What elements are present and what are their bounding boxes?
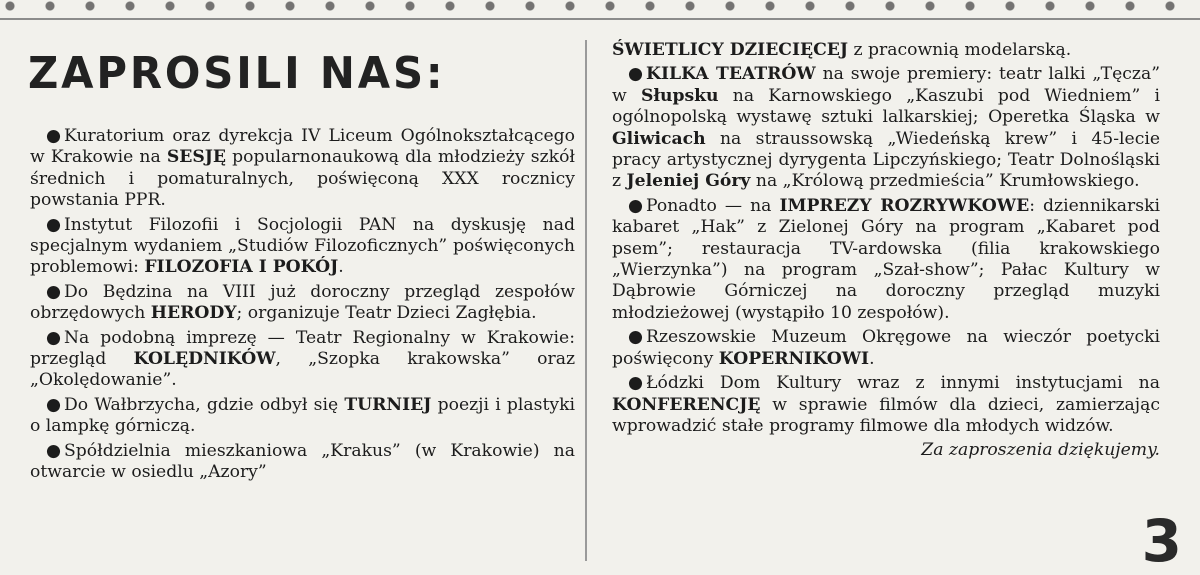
- item-text: Kuratorium oraz dyrekcja IV Liceum Ogólnokształcącego w Krakowie na: [30, 126, 575, 168]
- item-text: : dziennikarski kabaret „Hak” z Zielonej Góry na program „Kabaret pod psem”; restauracja TV-ardowska (filia krakowskiego „Wierzynka”) na program „Szał-show”; Pałac Kultury w Dąbrowie Górniczej na doroczny przegląd muzyki młodzieżowej (wystąpiło 10 zespołów).: [612, 195, 1160, 323]
- item-text: na swoje premiery: teatr lalki „Tęcza” w: [612, 64, 1160, 106]
- bullet-icon: ●: [628, 195, 643, 216]
- column-divider: [585, 40, 587, 561]
- list-item: [30, 215, 575, 279]
- bullet-icon: ●: [46, 214, 61, 235]
- list-item: [612, 373, 1160, 437]
- item-highlight: KILKA TEATRÓW: [646, 64, 816, 85]
- bullet-icon: ●: [46, 281, 61, 302]
- item-highlight: KOPERNIKOWI: [718, 348, 870, 369]
- page-number: 3: [1141, 507, 1182, 575]
- item-highlight: Słupsku: [640, 85, 719, 106]
- list-item: [612, 64, 1160, 192]
- item-highlight: TURNIEJ: [344, 394, 432, 415]
- bullet-icon: ●: [628, 327, 643, 348]
- item-text: na straussowską „Wiedeńską krew” i 45-lecie pracy artystycznej dyrygenta Lipczyńskiego; Teatr Dolnośląski z: [612, 128, 1160, 192]
- item-text: Ponadto — na: [646, 195, 780, 216]
- item-text: , „Szopka krakowska” oraz „Okolędowanie”.: [30, 349, 575, 391]
- item-highlight: Gliwicach: [612, 128, 706, 149]
- item-text: na „Królową przedmieścia” Krumłowskiego.: [750, 171, 1140, 192]
- item-text: popularnonaukową dla młodzieży szkół średnich i pomaturalnych, poświęconą XXX rocznicy powstania PPR.: [30, 147, 575, 211]
- item-text: Rzeszowskie Muzeum Okręgowe na wieczór poetycki poświęcony: [612, 327, 1160, 369]
- list-item: [30, 282, 575, 325]
- item-highlight: SESJĘ: [166, 147, 226, 168]
- item-text: poezji i plastyki o lampkę górniczą.: [30, 394, 575, 437]
- item-text: Do Będzina na VIII już doroczny przegląd zespołów obrzędowych: [30, 281, 575, 324]
- bullet-icon: ●: [46, 126, 61, 146]
- decorative-border: [0, 0, 1200, 20]
- item-text: Do Wałbrzycha, gdzie odbył się: [64, 394, 345, 415]
- item-highlight: Jeleniej Góry: [626, 171, 751, 192]
- right-column: [612, 40, 1160, 479]
- item-highlight: KOLĘDNIKÓW: [133, 349, 276, 370]
- bullet-icon: ●: [46, 394, 61, 415]
- left-column: [30, 126, 575, 487]
- list-item: [30, 395, 575, 438]
- bullet-icon: ●: [628, 373, 643, 394]
- item-text: ; organizuje Teatr Dzieci Zagłębia.: [236, 303, 537, 324]
- item-text: .: [338, 257, 344, 278]
- closing-line: Za zaproszenia dziękujemy.: [921, 440, 1160, 461]
- list-item: [612, 196, 1160, 324]
- list-item: [30, 441, 575, 484]
- item-text: Łódzki Dom Kultury wraz z innymi instytucjami na: [646, 373, 1160, 394]
- item-highlight: FILOZOFIA I POKÓJ: [144, 257, 339, 278]
- list-item-continuation: [612, 40, 1160, 61]
- item-text: Spółdzielnia mieszkaniowa „Krakus” (w Krakowie) na otwarcie w osiedlu „Azory”: [30, 440, 575, 483]
- item-text: Na podobną imprezę — Teatr Regionalny w Krakowie: przegląd: [30, 327, 575, 370]
- item-text: z pracownią modelarską.: [848, 40, 1072, 60]
- item-text: na Karnowskiego „Kaszubi pod Wiedniem” i ogólnopolską wystawę sztuki lalkarskiej; Operetka Śląska w: [612, 85, 1160, 128]
- item-highlight: IMPREZY ROZRYWKOWE: [779, 195, 1030, 216]
- list-item: [612, 327, 1160, 370]
- bullet-icon: ●: [628, 64, 643, 85]
- bullet-icon: ●: [46, 440, 61, 461]
- item-highlight: HERODY: [150, 303, 237, 324]
- list-item: [30, 328, 575, 392]
- bullet-icon: ●: [46, 327, 61, 348]
- list-item: [30, 126, 575, 212]
- item-text: Instytut Filozofii i Socjologii PAN na dyskusję nad specjalnym wydaniem „Studiów Filozoficznych” poświęconych problemowi:: [30, 214, 575, 278]
- item-highlight: KONFERENCJĘ: [612, 394, 761, 415]
- item-text: .: [869, 348, 875, 369]
- item-text: w sprawie filmów dla dzieci, zamierzając wprowadzić stałe programy filmowe dla młodych widzów.: [612, 394, 1160, 436]
- item-highlight: ŚWIETLICY DZIECIĘCEJ: [612, 40, 849, 60]
- section-title: ZAPROSILI NAS:: [28, 48, 446, 99]
